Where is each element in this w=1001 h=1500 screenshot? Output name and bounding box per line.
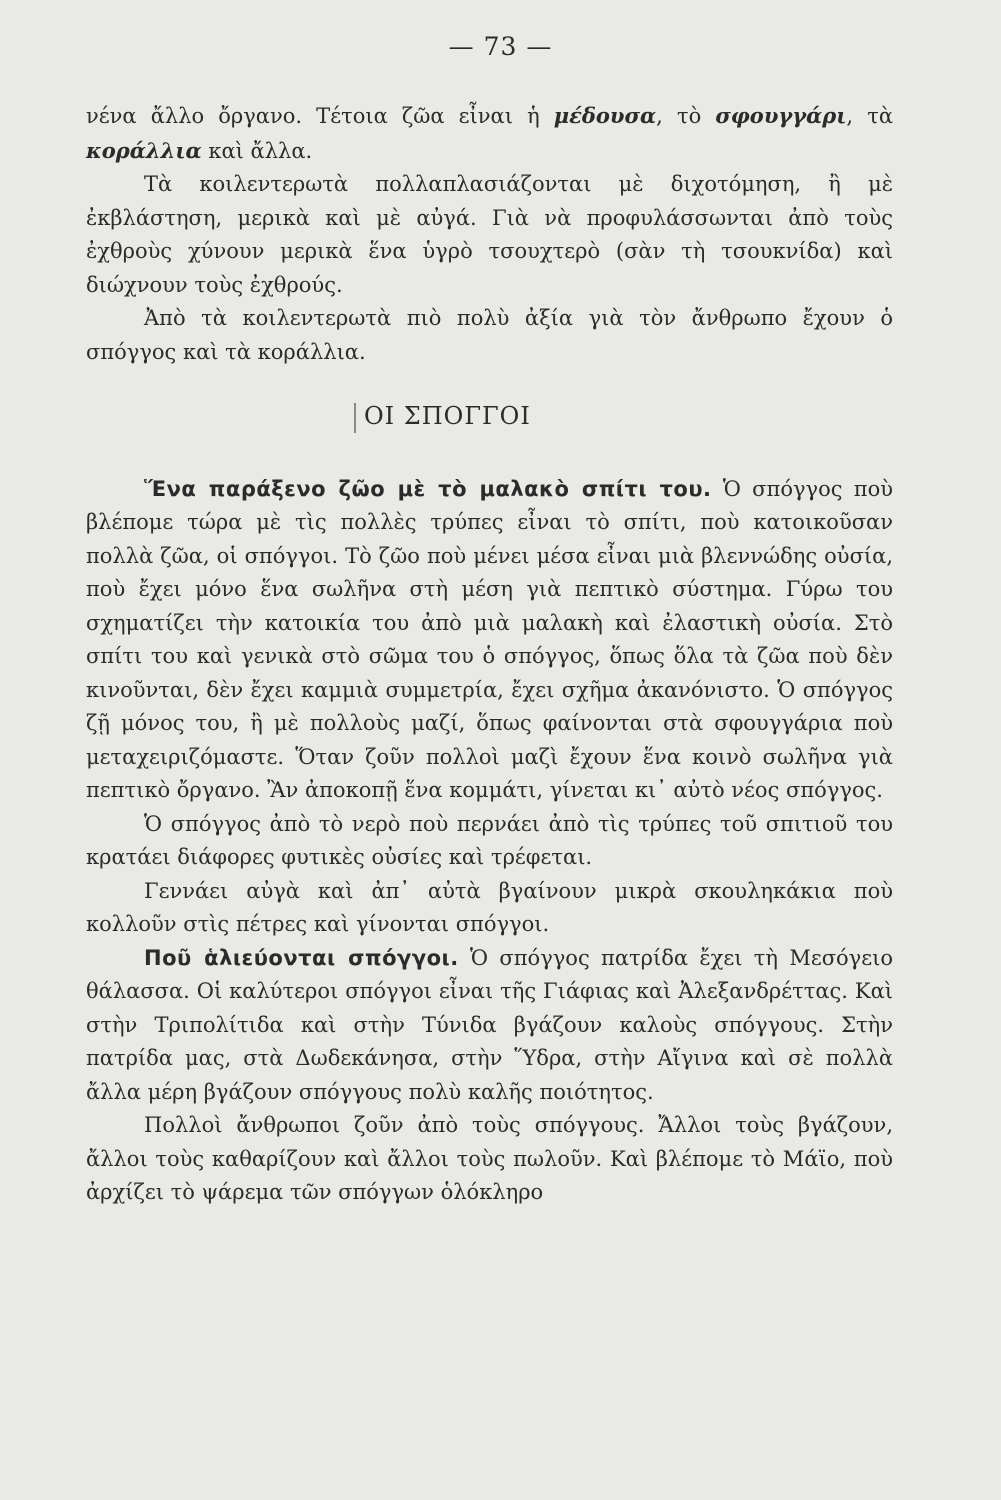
text-segment: Ὁ σπόγγος ποὺ βλέπομε τώρα μὲ τὶς πολλὲς τρύπες εἶναι τὸ σπίτι, ποὺ κατοικοῦσαν πολλὰ ζῶα, οἱ σπόγγοι. Τὸ ζῶο ποὺ μένει μέσα εἶναι μιὰ βλεννώδης οὐσία, ποὺ ἔχει μόνο ἕνα σωλῆνα στὴ μέση γιὰ πεπτικὸ σύστημα. Γύρω του σχηματίζει τὴν κατοικία του ἀπὸ μιὰ μαλακὴ καὶ ἐλαστικὴ οὐσία. Στὸ σπίτι του καὶ γενικὰ στὸ σῶμα του ὁ σπόγγος, ὅπως ὅλα τὰ ζῶα ποὺ δὲν κινοῦνται, δὲν ἔχει καμμιὰ συμμετρία, ἔχει σχῆμα ἀκανόνιστο. Ὁ σπόγγος ζῇ μόνος του, ἢ μὲ πολλοὺς μαζί, ὅπως φαίνονται στὰ σφουγγάρια ποὺ μεταχειριζόμαστε. Ὅταν ζοῦν πολλοὶ μαζὶ ἔχουν ἕνα κοινὸ σωλῆνα γιὰ πεπτικὸ ὄργανο. Ἂν ἀποκοπῇ ἕνα κομμάτι, γίνεται κι᾿ αὐτὸ νέος σπόγγος. xyxy=(86,476,893,802)
paragraph-strange-animal xyxy=(86,473,893,808)
subheading-inline: Ποῦ ἁλιεύονται σπόγγοι. xyxy=(144,945,459,970)
paragraph-reproduction: Τὰ κοιλεντερωτὰ πολλαπλασιάζονται μὲ διχοτόμηση, ἢ μὲ ἐκβλάστηση, μερικὰ καὶ μὲ αὐγά. Γιὰ νὰ προφυλάσσωνται ἀπὸ τοὺς ἐχθροὺς χύνουν μερικὰ ἕνα ὑγρὸ τσουχτερὸ (σὰν τὴ τσουκνίδα) καὶ διώχνουν τοὺς ἐχθρούς. xyxy=(86,172,893,297)
margin-mark xyxy=(354,403,356,433)
term-sponge: σφουγγάρι xyxy=(715,103,847,128)
term-medusa: μέδουσα xyxy=(553,103,657,128)
paragraph-fishing-places xyxy=(86,942,893,1110)
page-number: — 73 — xyxy=(448,32,553,61)
paragraph-people: Πολλοὶ ἄνθρωποι ζοῦν ἀπὸ τοὺς σπόγγους. Ἄλλοι τοὺς βγάζουν, ἄλλοι τοὺς καθαρίζουν καὶ ἄλλοι τοὺς πωλοῦν. Καὶ βλέπομε τὸ Μάϊο, ποὺ ἀρχίζει τὸ ψάρεμα τῶν σπόγγων ὁλόκληρο xyxy=(86,1113,893,1204)
paragraph-feeding: Ὁ σπόγγος ἀπὸ τὸ νερὸ ποὺ περνάει ἀπὸ τὶς τρύπες τοῦ σπιτιοῦ του κρατάει διάφορες φυτικὲς οὐσίες καὶ τρέφεται. xyxy=(86,811,893,869)
paragraph-value: Ἀπὸ τὰ κοιλεντερωτὰ πιὸ πολὺ ἀξία γιὰ τὸν ἄνθρωπο ἔχουν ὁ σπόγγος καὶ τὰ κοράλλια. xyxy=(86,306,893,364)
text-segment: , τὸ xyxy=(656,104,716,128)
term-corals: κοράλλια xyxy=(86,137,202,163)
subheading-inline: Ἕνα παράξενο ζῶο μὲ τὸ μαλακὸ σπίτι του. xyxy=(144,476,712,501)
text-segment: Ὁ σπόγγος πατρίδα ἔχει τὴ Μεσόγειο θάλασσα. Οἱ καλύτεροι σπόγγοι εἶναι τῆς Γιάφιας καὶ Ἀλεξανδρέττας. Καὶ στὴν Τριπολίτιδα καὶ στὴν Τύνιδα βγάζουν καλοὺς σπόγγους. Στὴν πατρίδα μας, στὰ Δωδεκάνησα, στὴν Ὕδρα, στὴν Αἴγινα καὶ σὲ πολλὰ ἄλλα μέρη βγάζουν σπόγγους πολὺ καλῆς ποιότητος. xyxy=(86,945,893,1104)
section-heading-text: ΟΙ ΣΠΟΓΓΟΙ xyxy=(364,402,531,430)
paragraph-intro xyxy=(86,99,893,168)
text-segment: νένα ἄλλο ὄργανο. Τέτοια ζῶα εἶναι ἡ xyxy=(86,104,554,128)
text-segment: , τὰ xyxy=(846,104,893,128)
section-heading xyxy=(86,401,893,433)
paragraph-eggs: Γεννάει αὐγὰ καὶ ἀπ᾿ αὐτὰ βγαίνουν μικρὰ σκουληκάκια ποὺ κολλοῦν στὶς πέτρες καὶ γίνονται σπόγγοι. xyxy=(86,878,893,936)
text-segment: καὶ ἄλλα. xyxy=(201,138,313,163)
